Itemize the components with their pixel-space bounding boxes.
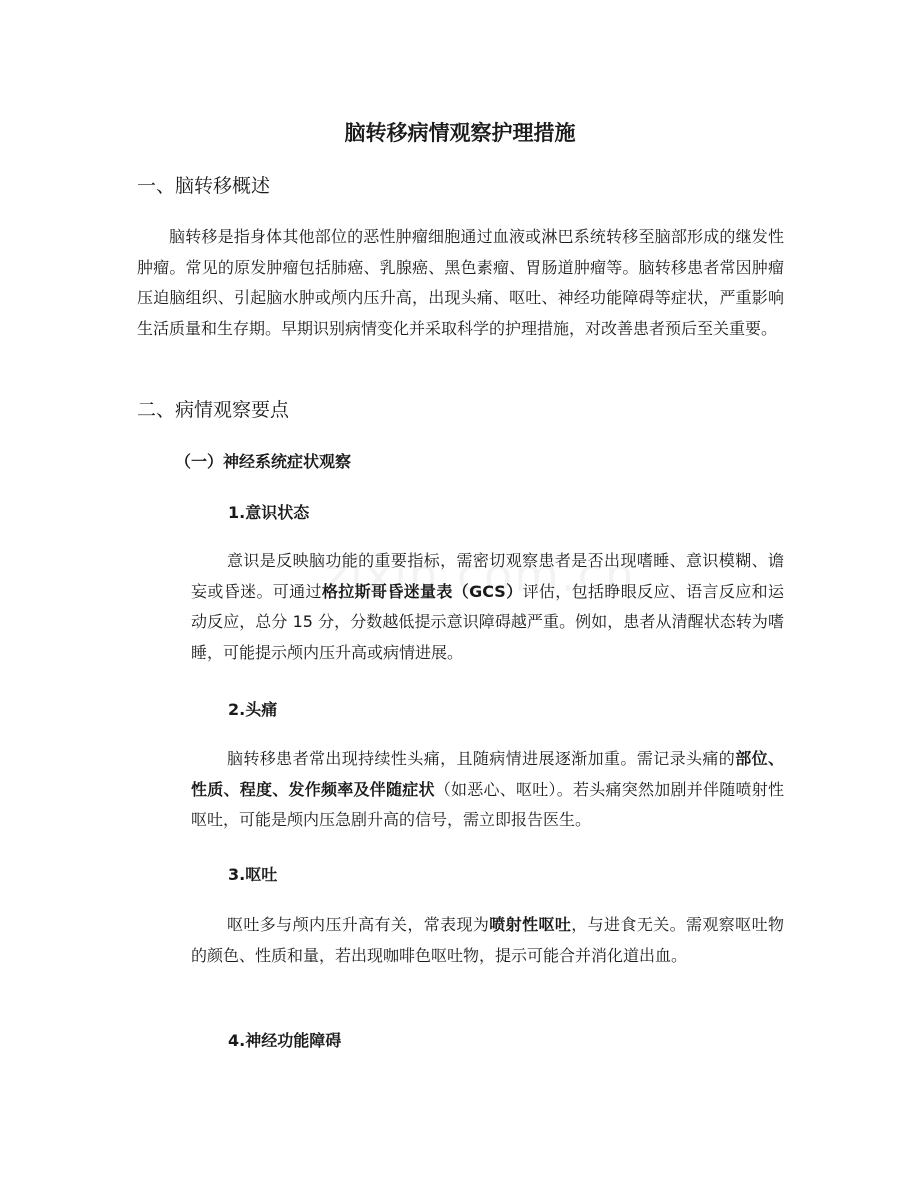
item1-text-before: 意识是反映脑功能的重要指标，需密切观察患者是否出现嗜睡、意识模糊、谵妄或昏迷。可通过 xyxy=(191,551,784,601)
item2-title: 头痛 xyxy=(245,700,278,719)
item3-title: 呕吐 xyxy=(245,865,278,884)
item1-paragraph xyxy=(191,546,784,668)
section2-heading: 二、病情观察要点 xyxy=(137,399,290,421)
item3-paragraph xyxy=(191,910,784,971)
item1-text-after: 评估，包括睁眼反应、语言反应和运动反应，总分 15 分，分数越低提示意识障碍越严重。例如，患者从清醒状态转为嗜睡，可能提示颅内压升高或病情进展。 xyxy=(191,581,784,662)
item1-bold: 格拉斯哥昏迷量表（GCS） xyxy=(321,581,523,601)
item3-number: 3. xyxy=(228,865,246,884)
item2-paragraph xyxy=(191,744,784,836)
item4-title: 神经功能障碍 xyxy=(245,1031,342,1050)
item3-bold: 喷射性呕吐 xyxy=(489,915,572,934)
document-title: 脑转移病情观察护理措施 xyxy=(344,121,576,145)
item3-text-before: 呕吐多与颅内压升高有关，常表现为 xyxy=(227,915,490,934)
section1-paragraph: 脑转移是指身体其他部位的恶性肿瘤细胞通过血液或淋巴系统转移至脑部形成的继发性肿瘤。常见的原发肿瘤包括肺癌、乳腺癌、黑色素瘤、胃肠道肿瘤等。脑转移患者常因肿瘤压迫脑组织、引起脑水肿或颅内压升高，出现头痛、呕吐、神经功能障碍等症状，严重影响生活质量和生存期。早期识别病情变化并采取科学的护理措施，对改善患者预后至关重要。 xyxy=(137,227,784,338)
item3-heading xyxy=(228,862,277,888)
item2-number: 2. xyxy=(228,700,246,719)
section1-heading: 一、脑转移概述 xyxy=(137,175,271,197)
item1-number: 1. xyxy=(228,503,246,522)
item4-heading xyxy=(228,1028,341,1054)
item4-number: 4. xyxy=(228,1031,246,1050)
item3-text-after: ，与进食无关。需观察呕吐物的颜色、性质和量，若出现咖啡色呕吐物，提示可能合并消化道出血。 xyxy=(191,915,784,965)
item2-text-before: 脑转移患者常出现持续性头痛，且随病情进展逐渐加重。需记录头痛的 xyxy=(227,749,736,768)
subsection1-heading: （一）神经系统症状观察 xyxy=(175,452,352,471)
item2-text-after: （如恶心、呕吐）。若头痛突然加剧并伴随喷射性呕吐，可能是颅内压急剧升高的信号，需立即报告医生。 xyxy=(191,779,784,829)
item2-bold: 部位、性质、程度、发作频率及伴随症状 xyxy=(191,749,784,799)
item1-title: 意识状态 xyxy=(245,503,310,522)
item2-heading xyxy=(228,697,277,723)
item1-heading xyxy=(228,500,309,526)
